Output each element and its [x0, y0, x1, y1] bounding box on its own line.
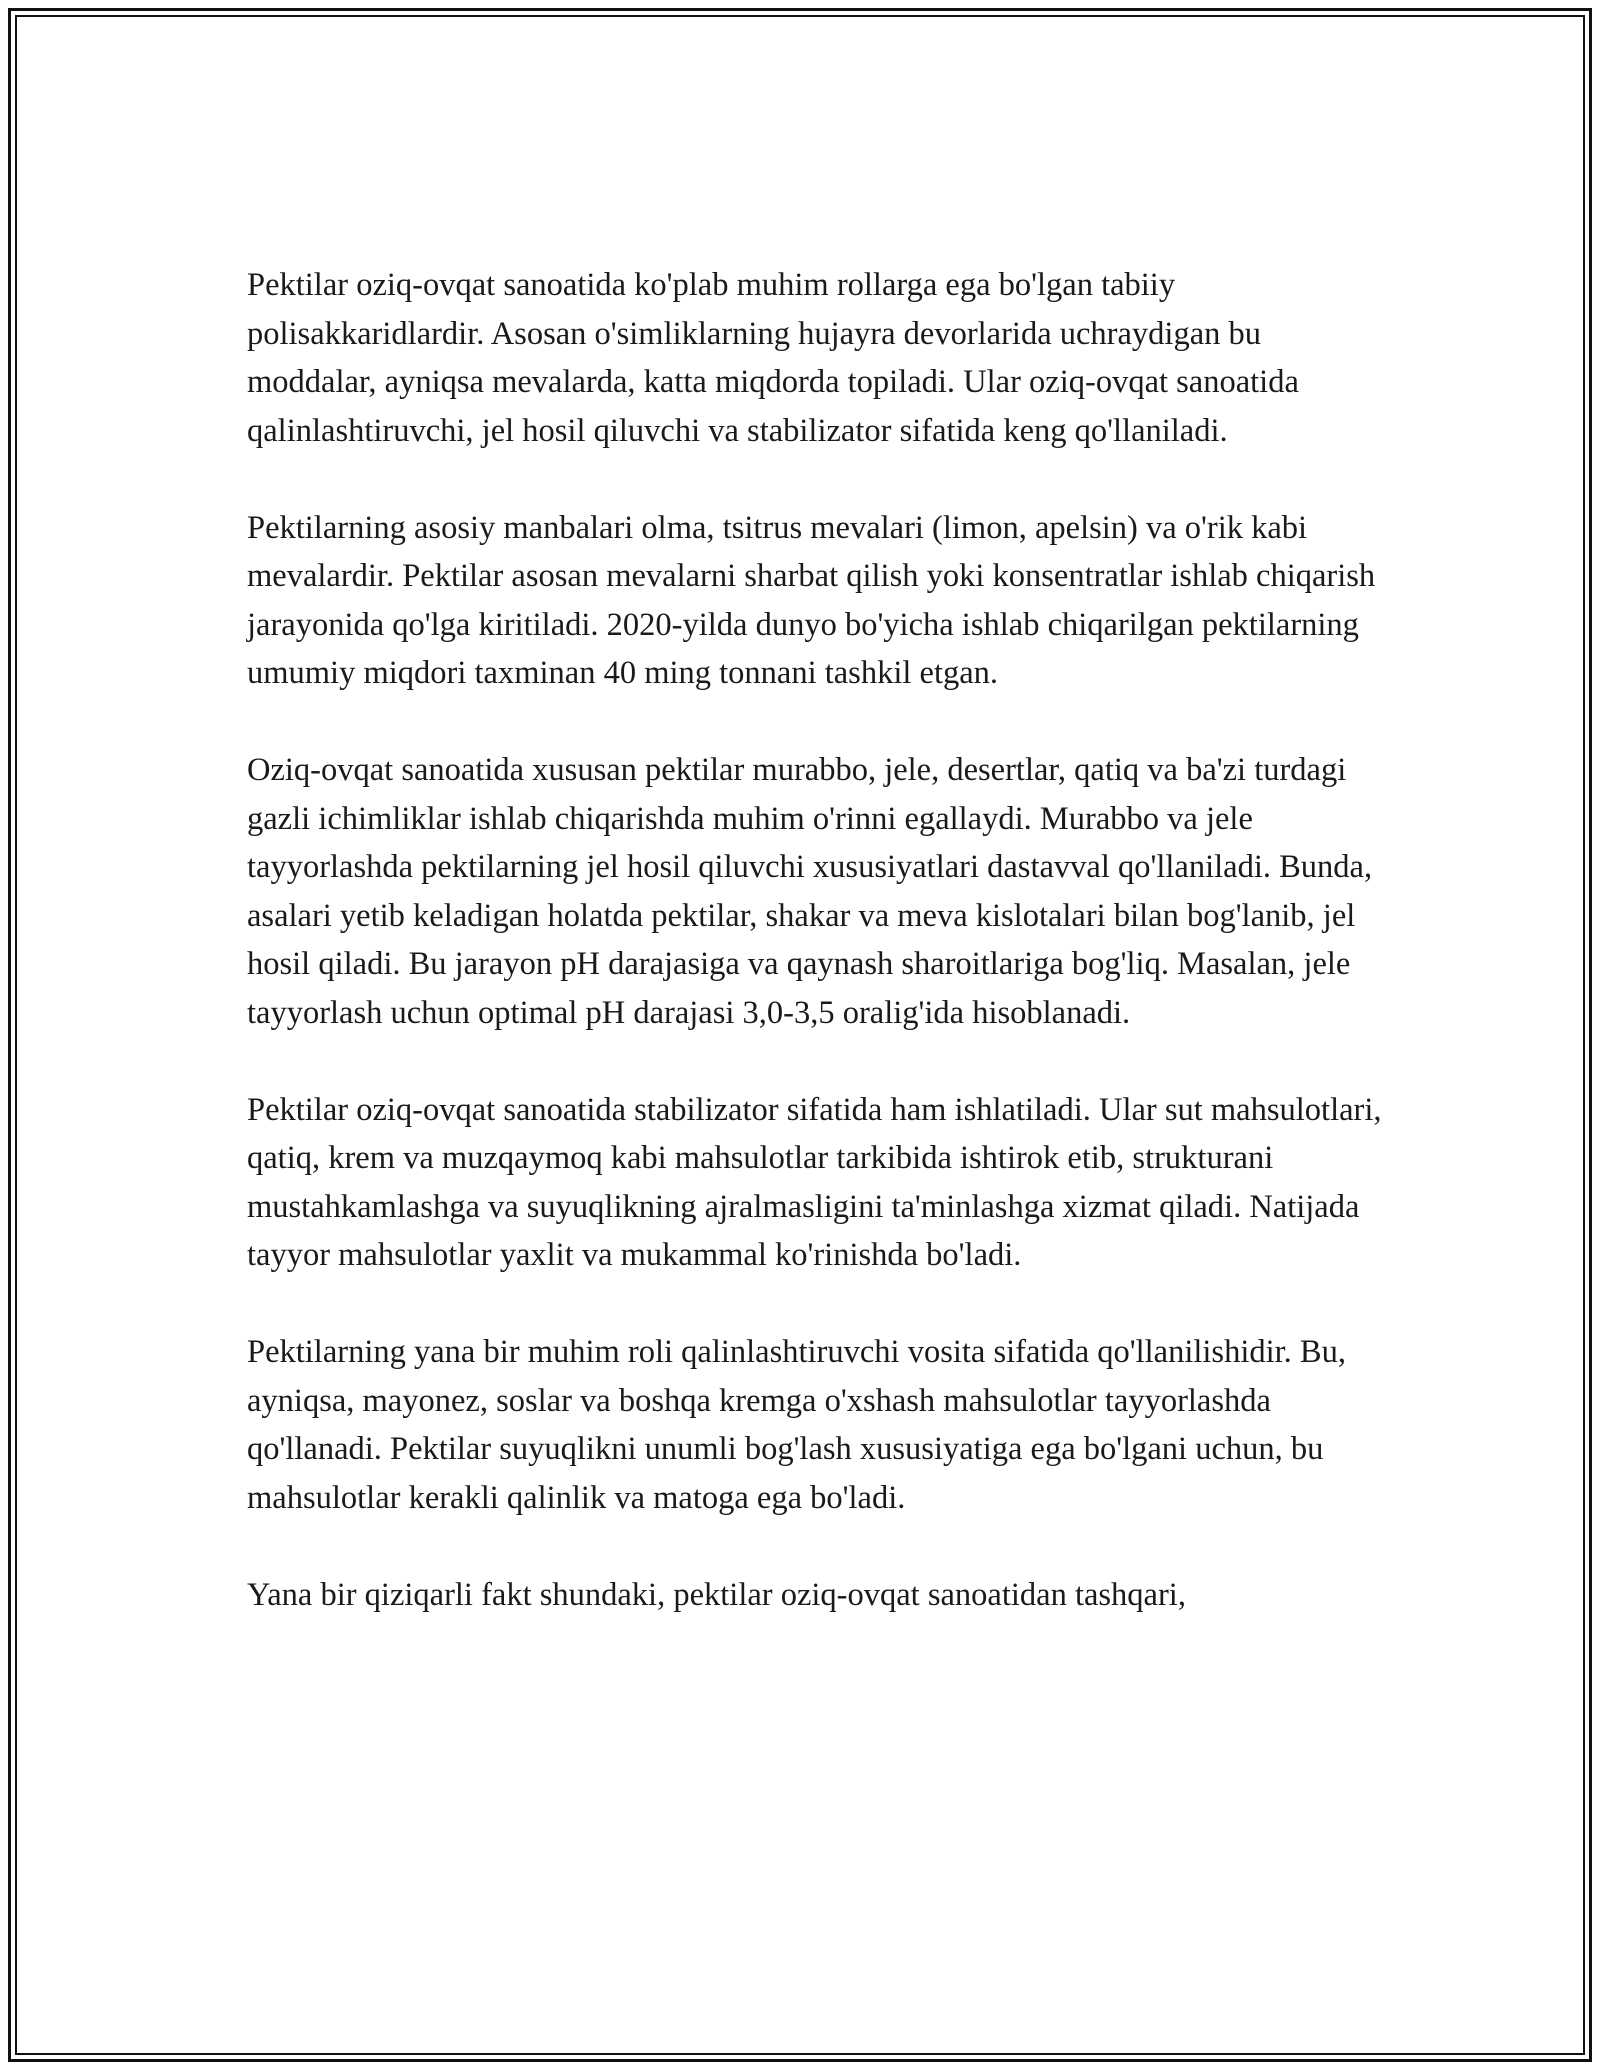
paragraph-3: Oziq-ovqat sanoatida xususan pektilar murabbo, jele, desertlar, qatiq va ba'zi turdagi gazli ichimliklar ishlab chiqarishda muhim o'rinni egallaydi. Murabbo va jele tayyorlashda pektilarning jel hosil qiluvchi xususiyatlari dastavval qo'llaniladi. Bunda, asalari yetib keladigan holatda pektilar, shakar va meva kislotalari bilan bog'lanib, jel hosil qiladi. Bu jarayon pH darajasiga va qaynash sharoitlariga bog'liq. Masalan, jele tayyorlash uchun optimal pH darajasi 3,0-3,5 oralig'ida hisoblanadi. [247, 752, 1373, 1031]
document-body [247, 261, 1387, 1619]
paragraph-5: Pektilarning yana bir muhim roli qalinlashtiruvchi vosita sifatida qo'llanilishidir. Bu, ayniqsa, mayonez, soslar va boshqa kremga o'xshash mahsulotlar tayyorlashda qo'llanadi. Pektilar suyuqlikni unumli bog'lash xususiyatiga ega bo'lgani uchun, bu mahsulotlar kerakli qalinlik va matoga ega bo'ladi. [247, 1334, 1346, 1516]
page-border [8, 8, 1592, 2062]
paragraph-6: Yana bir qiziqarli fakt shundaki, pektilar oziq-ovqat sanoatidan tashqari, [247, 1576, 1186, 1613]
paragraph-1: Pektilar oziq-ovqat sanoatida ko'plab muhim rollarga ega bo'lgan tabiiy polisakkaridlardir. Asosan o'simliklarning hujayra devorlarida uchraydigan bu moddalar, ayniqsa mevalarda, katta miqdorda topiladi. Ular oziq-ovqat sanoatida qalinlashtiruvchi, jel hosil qiluvchi va stabilizator sifatida keng qo'llaniladi. [247, 267, 1299, 449]
paragraph-4: Pektilar oziq-ovqat sanoatida stabilizator sifatida ham ishlatiladi. Ular sut mahsulotlari, qatiq, krem va muzqaymoq kabi mahsulotlar tarkibida ishtirok etib, strukturani mustahkamlashga va suyuqlikning ajralmasligini ta'minlashga xizmat qiladi. Natijada tayyor mahsulotlar yaxlit va mukammal ko'rinishda bo'ladi. [247, 1091, 1382, 1273]
paragraph-2: Pektilarning asosiy manbalari olma, tsitrus mevalari (limon, apelsin) va o'rik kabi mevalardir. Pektilar asosan mevalarni sharbat qilish yoki konsentratlar ishlab chiqarish jarayonida qo'lga kiritiladi. 2020-yilda dunyo bo'yicha ishlab chiqarilgan pektilarning umumiy miqdori taxminan 40 ming tonnani tashkil etgan. [247, 509, 1376, 691]
